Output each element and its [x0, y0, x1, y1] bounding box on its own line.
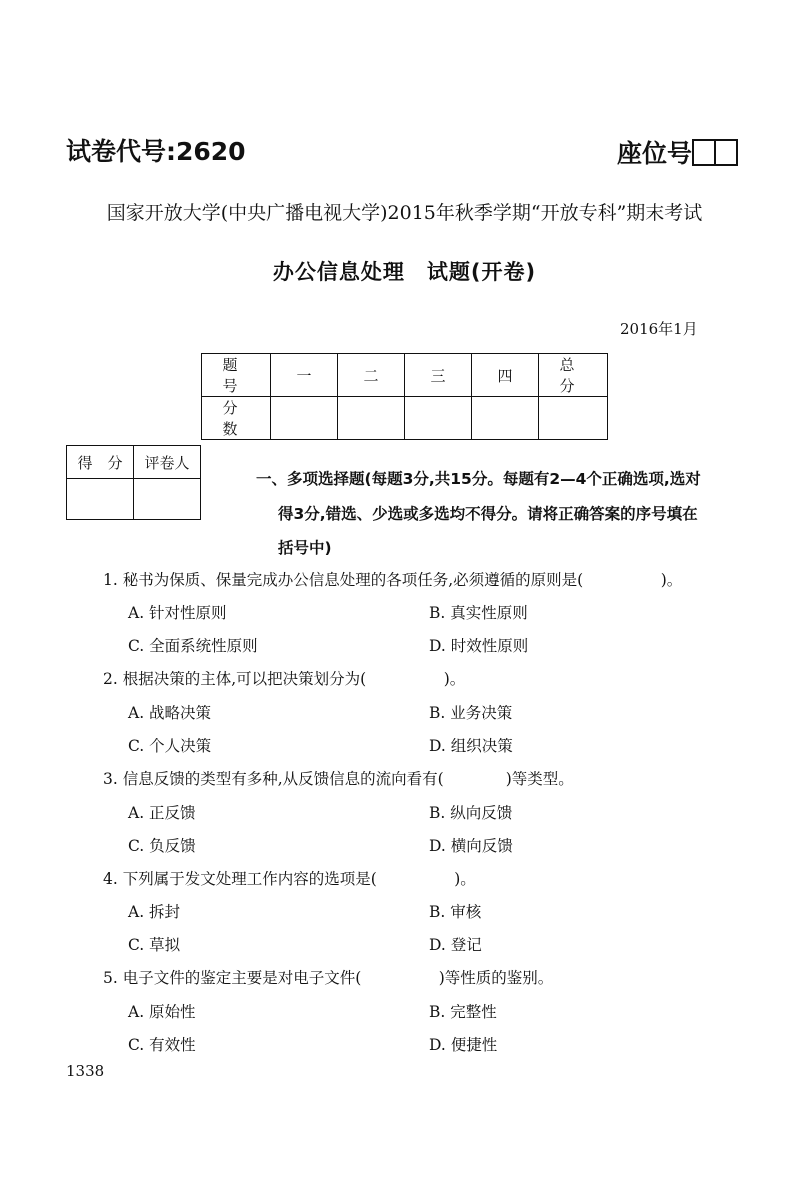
question-1-stem: 1. 秘书为保质、保量完成办公信息处理的各项任务,必须遵循的原则是( )。 — [103, 571, 683, 589]
university-line: 国家开放大学(中央广播电视大学)2015年秋季学期“开放专科”期末考试 — [106, 202, 703, 224]
question-4-option-b: B. 审核 — [429, 903, 482, 921]
question-1-option-d: D. 时效性原则 — [429, 637, 529, 655]
grader-cell — [67, 479, 134, 520]
question-2-option-b: B. 业务决策 — [429, 704, 513, 722]
question-2-option-d: D. 组织决策 — [429, 737, 513, 755]
seat-number — [617, 134, 738, 170]
question-5-stem: 5. 电子文件的鉴定主要是对电子文件( )等性质的鉴别。 — [103, 969, 554, 987]
score-header-3: 三 — [405, 354, 472, 397]
question-1-option-c: C. 全面系统性原则 — [128, 637, 258, 655]
grader-score-header: 得 分 — [67, 446, 134, 479]
score-header-total: 总 分 — [539, 354, 608, 397]
question-5-option-a: A. 原始性 — [128, 1003, 196, 1021]
exam-title: 办公信息处理 试题(开卷) — [272, 260, 537, 284]
question-3-option-c: C. 负反馈 — [128, 837, 196, 855]
question-2-option-c: C. 个人决策 — [128, 737, 212, 755]
score-cell — [271, 397, 338, 440]
section-instructions-line1: 一、多项选择题(每题3分,共15分。每题有2—4个正确选项,选对 — [256, 470, 701, 488]
score-cell — [539, 397, 608, 440]
question-4-option-a: A. 拆封 — [128, 903, 181, 921]
grader-table — [66, 445, 201, 520]
score-cell — [405, 397, 472, 440]
score-table — [201, 353, 614, 440]
question-5-option-b: B. 完整性 — [429, 1003, 497, 1021]
question-5-option-d: D. 便捷性 — [429, 1036, 498, 1054]
question-3-option-b: B. 纵向反馈 — [429, 804, 513, 822]
grader-cell — [134, 479, 201, 520]
seat-box — [714, 139, 738, 166]
seat-boxes — [694, 139, 738, 166]
score-cell — [472, 397, 539, 440]
score-header-4: 四 — [472, 354, 539, 397]
question-4-option-d: D. 登记 — [429, 936, 482, 954]
paper-code: 试卷代号:2620 — [66, 137, 246, 166]
question-1-option-b: B. 真实性原则 — [429, 604, 528, 622]
exam-date: 2016年1月 — [620, 320, 698, 338]
section-instructions-line3: 括号中) — [278, 539, 332, 557]
question-4-option-c: C. 草拟 — [128, 936, 181, 954]
seat-box — [692, 139, 716, 166]
question-3-option-d: D. 横向反馈 — [429, 837, 513, 855]
seat-label: 座位号 — [617, 139, 693, 168]
question-3-stem: 3. 信息反馈的类型有多种,从反馈信息的流向看有( )等类型。 — [103, 770, 574, 788]
question-2-stem: 2. 根据决策的主体,可以把决策划分为( )。 — [103, 670, 466, 688]
question-1-option-a: A. 针对性原则 — [128, 604, 227, 622]
grader-name-header: 评卷人 — [134, 446, 201, 479]
score-header-label: 题 号 — [202, 354, 271, 397]
score-header-2: 二 — [338, 354, 405, 397]
question-3-option-a: A. 正反馈 — [128, 804, 196, 822]
question-5-option-c: C. 有效性 — [128, 1036, 196, 1054]
score-header-1: 一 — [271, 354, 338, 397]
score-cell — [338, 397, 405, 440]
question-4-stem: 4. 下列属于发文处理工作内容的选项是( )。 — [103, 870, 476, 888]
page-number: 1338 — [66, 1062, 105, 1080]
section-instructions-line2: 得3分,错选、少选或多选均不得分。请将正确答案的序号填在 — [278, 505, 698, 523]
question-2-option-a: A. 战略决策 — [128, 704, 212, 722]
score-row-label: 分 数 — [202, 397, 271, 440]
